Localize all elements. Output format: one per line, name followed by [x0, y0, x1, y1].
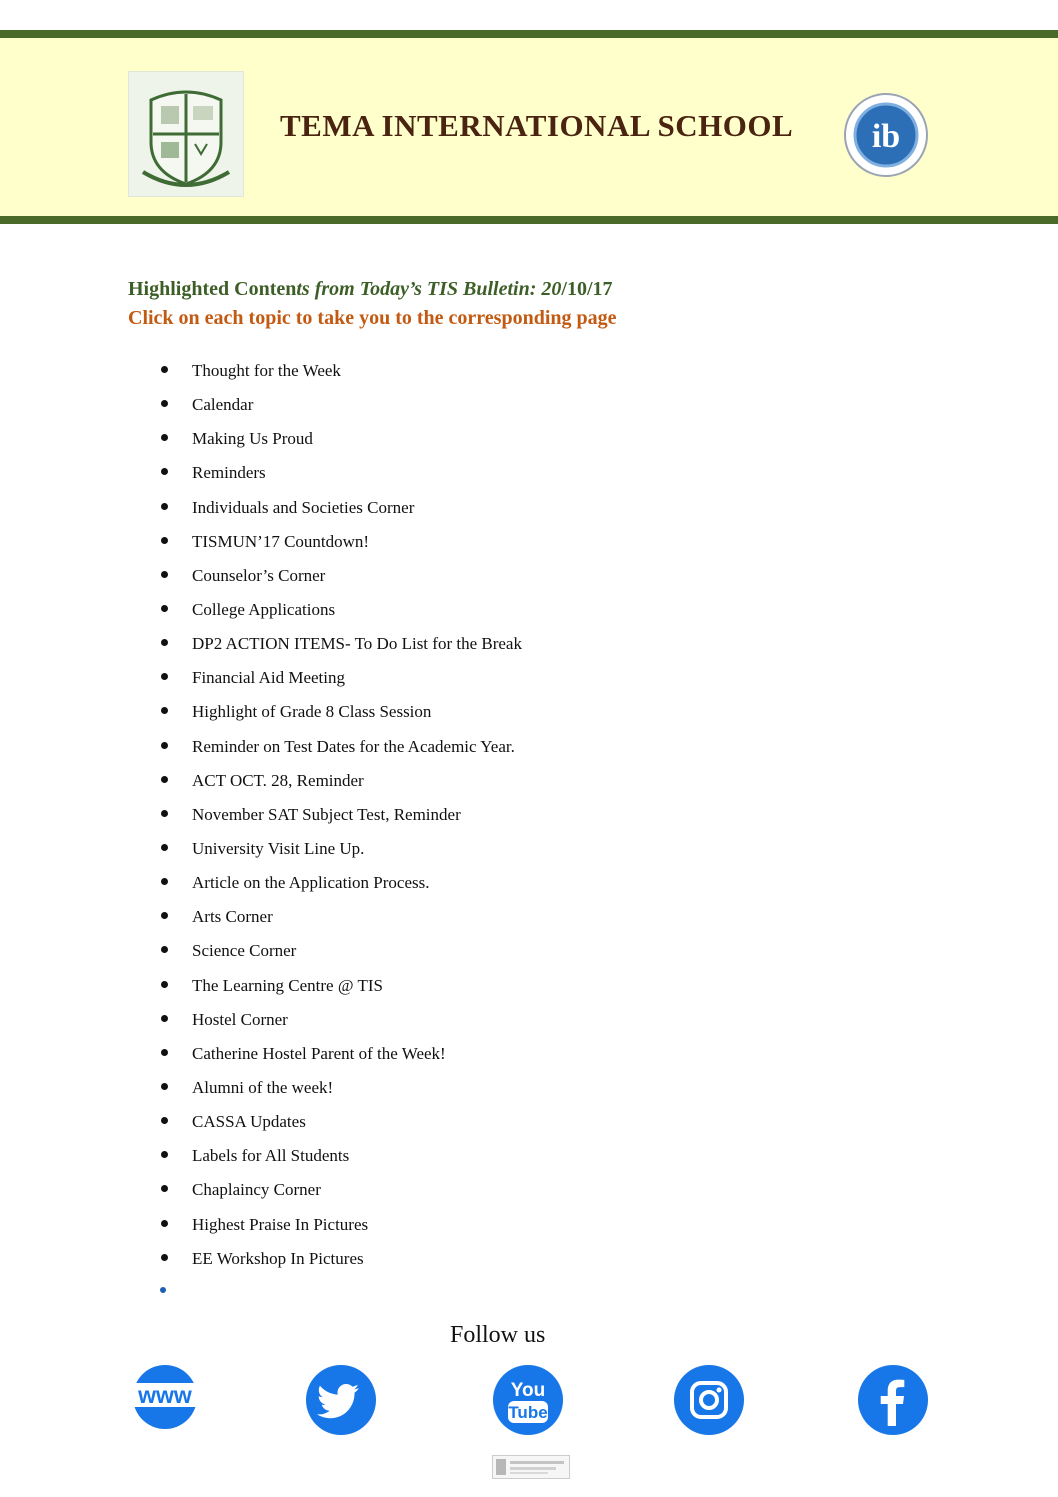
topic-link[interactable]: Highest Praise In Pictures — [192, 1214, 369, 1234]
bullet-icon — [161, 434, 168, 441]
topic-link[interactable]: CASSA Updates — [192, 1112, 306, 1132]
www-text: www — [138, 1382, 192, 1408]
school-name-title: TEMA INTERNATIONAL SCHOOL — [280, 108, 794, 143]
bullet-icon — [161, 810, 168, 817]
bullet-icon — [161, 605, 168, 612]
topic-link[interactable]: November SAT Subject Test, Reminder — [192, 804, 461, 824]
twitter-link[interactable] — [305, 1364, 377, 1436]
ib-world-school-logo — [840, 90, 932, 180]
topic-link[interactable]: Individuals and Societies Corner — [192, 497, 415, 517]
topic-link[interactable]: The Learning Centre @ TIS — [192, 975, 383, 995]
bulletin-subheading: Click on each topic to take you to the corresponding page — [128, 307, 617, 329]
bullet-icon — [161, 1015, 168, 1022]
bullet-icon — [161, 366, 168, 373]
topic-link[interactable]: ACT OCT. 28, Reminder — [192, 770, 364, 790]
youtube-link[interactable] — [492, 1364, 564, 1436]
bullet-icon — [161, 468, 168, 475]
bullet-icon — [161, 1083, 168, 1090]
bullet-icon — [161, 503, 168, 510]
facebook-link[interactable] — [857, 1364, 929, 1436]
topic-link[interactable]: Arts Corner — [192, 907, 273, 927]
partner-footer-logo — [492, 1455, 570, 1479]
website-link[interactable] — [128, 1364, 200, 1436]
topic-link[interactable]: Thought for the Week — [192, 361, 341, 380]
youtube-icon — [492, 1364, 564, 1436]
bullet-icon — [161, 742, 168, 749]
topic-link[interactable]: Article on the Application Process. — [192, 873, 430, 893]
page-header — [0, 30, 1058, 224]
topic-link[interactable]: Chaplaincy Corner — [192, 1180, 321, 1200]
svg-text:ib: ib — [871, 118, 901, 155]
bulletin-heading — [128, 278, 613, 301]
topic-link[interactable]: Calendar — [192, 395, 254, 415]
bullet-icon — [161, 537, 168, 544]
bullet-icon — [161, 912, 168, 919]
topic-link[interactable]: Labels for All Students — [192, 1146, 350, 1166]
topic-link[interactable]: Alumni of the week! — [192, 1077, 334, 1097]
bullet-icon — [161, 878, 168, 885]
instagram-link[interactable] — [673, 1364, 745, 1436]
facebook-f-icon — [857, 1364, 929, 1436]
bullet-icon — [161, 946, 168, 953]
www-globe-icon — [128, 1364, 202, 1430]
bullet-icon — [161, 400, 168, 407]
topic-link[interactable]: Reminders — [192, 463, 266, 483]
topic-link[interactable]: College Applications — [192, 599, 336, 619]
topic-link[interactable]: Counselor’s Corner — [192, 565, 326, 585]
topic-link[interactable]: Reminder on Test Dates for the Academic Year. — [192, 736, 515, 756]
bullet-icon — [161, 1151, 168, 1158]
bullet-icon — [161, 639, 168, 646]
bullet-icon — [161, 1254, 168, 1261]
bullet-icon — [161, 1185, 168, 1192]
topic-link[interactable]: TISMUN’17 Countdown! — [192, 531, 370, 551]
bullet-icon — [161, 981, 168, 988]
bullet-icon — [161, 776, 168, 783]
instagram-camera-icon — [673, 1364, 745, 1436]
bullet-icon — [161, 844, 168, 851]
topic-link[interactable]: Financial Aid Meeting — [192, 668, 345, 688]
topic-link[interactable]: University Visit Line Up. — [192, 838, 365, 858]
topic-link[interactable]: EE Workshop In Pictures — [192, 1248, 364, 1268]
twitter-bird-icon — [305, 1364, 377, 1436]
empty-list-bullet — [160, 1287, 166, 1293]
topic-link[interactable]: Making Us Proud — [192, 429, 313, 449]
bullet-icon — [161, 1117, 168, 1124]
bulletin-heading-part2: ts from Today’s TIS Bulletin: 20 — [296, 278, 562, 300]
bulletin-heading-part1: Highlighted Conten — [128, 278, 297, 300]
bullet-icon — [161, 707, 168, 714]
topic-link[interactable]: Catherine Hostel Parent of the Week! — [192, 1043, 446, 1063]
bullet-icon — [161, 673, 168, 680]
topic-link[interactable]: Science Corner — [192, 941, 297, 961]
bullet-icon — [161, 1049, 168, 1056]
youtube-tube-text: Tube — [508, 1403, 548, 1422]
topic-link[interactable]: DP2 ACTION ITEMS- To Do List for the Break — [192, 634, 522, 654]
follow-us-label: Follow us — [450, 1322, 546, 1348]
bullet-icon — [161, 571, 168, 578]
bulletin-heading-part3: /10/17 — [561, 278, 613, 300]
topic-link[interactable]: Highlight of Grade 8 Class Session — [192, 702, 432, 722]
topic-link[interactable]: Hostel Corner — [192, 1009, 288, 1029]
youtube-you-text: You — [510, 1380, 546, 1401]
school-crest-logo — [128, 71, 244, 197]
bullet-icon — [161, 1220, 168, 1227]
